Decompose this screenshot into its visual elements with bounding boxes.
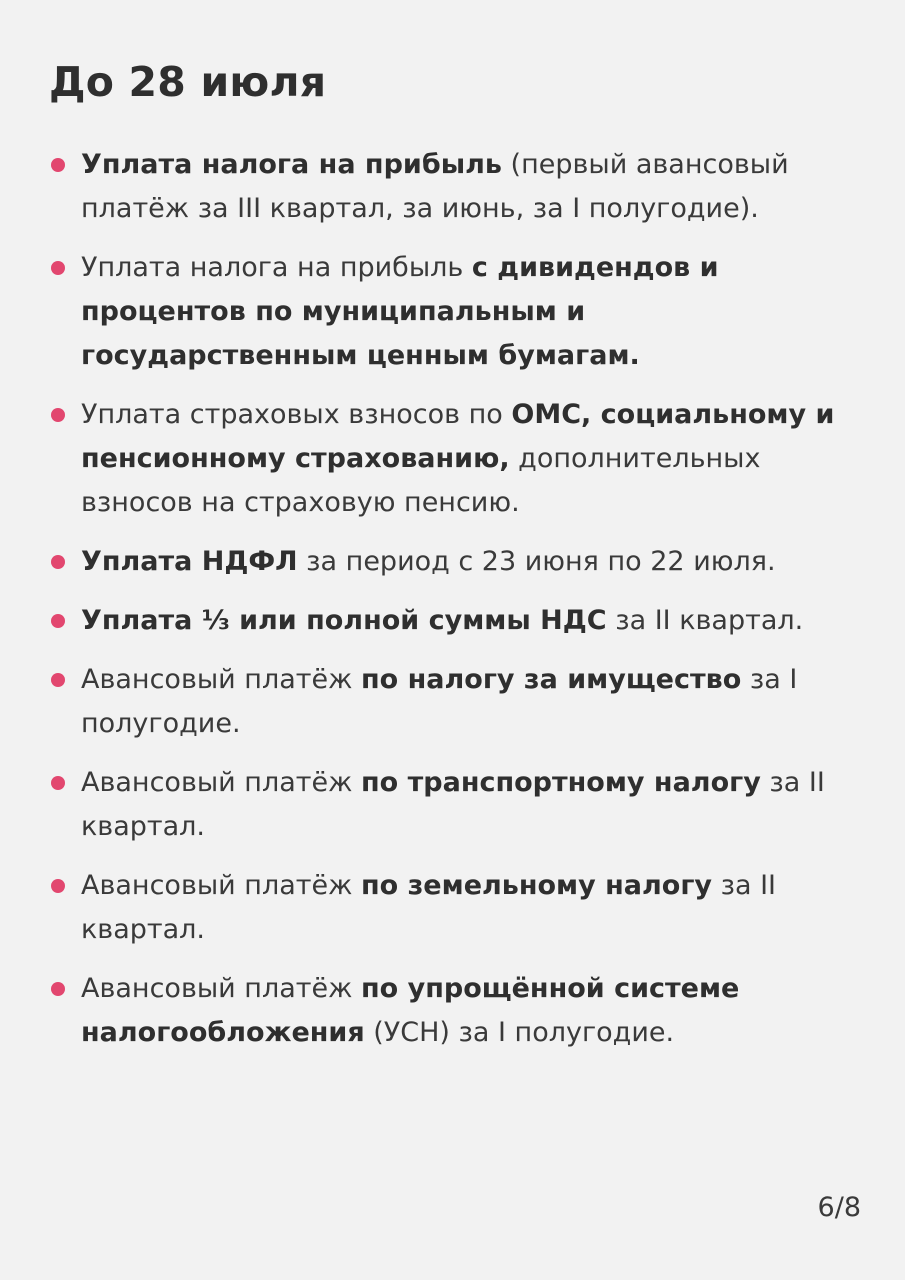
item-text-regular: за период с 23 июня по 22 июля. [297,546,776,577]
item-text-regular: (первый авансовый платёж за III квартал, за июнь, за I полугодие). [81,149,789,224]
item-text-regular: Уплата налога на прибыль [81,252,472,283]
bullet-dot-icon [51,982,65,996]
item-text-bold: Уплата НДФЛ [81,546,298,577]
item-text [81,973,739,1048]
list-item [49,246,849,378]
bullet-dot-icon [51,555,65,569]
deadline-list [49,143,849,1070]
item-text [81,870,776,945]
item-text [81,546,776,577]
bullet-dot-icon [51,158,65,172]
item-text-regular: Авансовый платёж [81,767,362,798]
bullet-dot-icon [51,261,65,275]
item-text-regular: дополнительных взносов на страховую пенсию. [81,443,761,518]
item-text-bold: с дивидендов и процентов по муниципальным и государственным ценным бумагам. [81,252,719,371]
page-number: 6/8 [817,1192,861,1223]
list-item [49,967,849,1055]
bullet-dot-icon [51,776,65,790]
item-text-bold: по земельному налогу [361,870,713,901]
list-item [49,143,849,231]
item-text-regular: Авансовый платёж [81,870,362,901]
item-text-regular: Авансовый платёж [81,664,362,695]
bullet-dot-icon [51,408,65,422]
item-text [81,767,825,842]
list-item [49,658,849,746]
item-text-regular: (УСН) за I полугодие. [364,1017,675,1048]
item-text [81,149,789,224]
item-text-bold: по налогу за имущество [361,664,742,695]
list-item [49,599,849,643]
bullet-dot-icon [51,614,65,628]
item-text [81,605,803,636]
item-text [81,664,797,739]
item-text-bold: Уплата налога на прибыль [81,149,502,180]
item-text-regular: за II квартал. [81,767,825,842]
bullet-dot-icon [51,673,65,687]
list-item [49,864,849,952]
item-text-regular: за II квартал. [606,605,804,636]
item-text-bold: ОМС, социальному и пенсионному страхованию, [81,399,835,474]
item-text-bold: по транспортному налогу [361,767,761,798]
item-text [81,399,834,518]
item-text-bold: по упрощённой системе налогообложения [81,973,740,1048]
item-text [81,252,719,371]
item-text-regular: за I полугодие. [81,664,798,739]
page-title: До 28 июля [49,58,327,106]
list-item [49,540,849,584]
item-text-regular: Уплата страховых взносов по [81,399,512,430]
item-text-bold: Уплата ⅓ или полной суммы НДС [81,605,607,636]
item-text-regular: за II квартал. [81,870,777,945]
item-text-regular: Авансовый платёж [81,973,362,1004]
list-item [49,393,849,525]
list-item [49,761,849,849]
bullet-dot-icon [51,879,65,893]
